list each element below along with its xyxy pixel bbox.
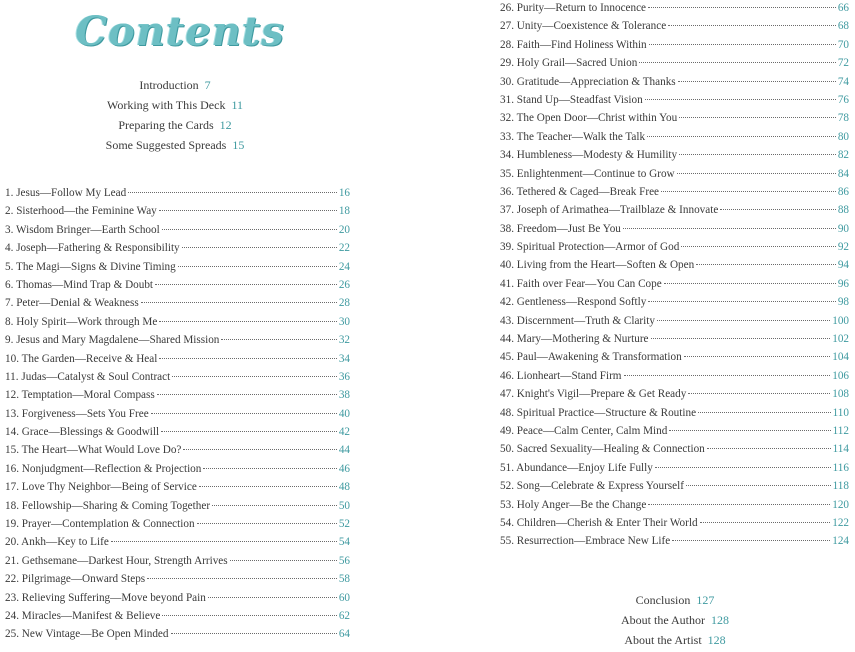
toc-entry[interactable]: [500, 312, 849, 330]
front-matter-list: [0, 75, 350, 155]
toc-entry-page: 22: [338, 242, 350, 255]
toc-entry-page: 100: [832, 314, 849, 327]
toc-entry-label: 5. The Magi—Signs & Divine Timing: [5, 260, 176, 273]
toc-entry[interactable]: [500, 367, 849, 385]
toc-entry[interactable]: [5, 570, 350, 588]
front-matter-page: 12: [219, 118, 232, 132]
toc-entry-page: 104: [832, 351, 849, 364]
toc-leader-dots: [707, 448, 831, 449]
toc-entry[interactable]: [500, 496, 849, 514]
front-matter-item[interactable]: [0, 135, 350, 155]
front-matter-item[interactable]: [0, 75, 350, 95]
toc-entry-page: 120: [832, 498, 849, 511]
toc-entry[interactable]: [500, 256, 849, 274]
toc-entry-page: 116: [832, 461, 849, 474]
toc-leader-dots: [696, 264, 836, 265]
toc-entry-label: 22. Pilgrimage—Onward Steps: [5, 573, 146, 586]
toc-entry-label: 23. Relieving Suffering—Move beyond Pain: [5, 591, 206, 604]
toc-entry[interactable]: [5, 202, 350, 220]
toc-entry-page: 76: [837, 93, 849, 106]
toc-entry-label: 34. Humbleness—Modesty & Humility: [500, 149, 678, 162]
toc-entry-page: 118: [832, 480, 849, 493]
toc-leader-dots: [647, 136, 836, 137]
toc-leader-dots: [684, 356, 831, 357]
toc-leader-dots: [159, 358, 336, 359]
toc-leader-dots: [679, 117, 836, 118]
toc-leader-dots: [197, 523, 337, 524]
toc-leader-dots: [698, 412, 831, 413]
toc-entry-label: 9. Jesus and Mary Magdalene—Shared Mission: [5, 334, 220, 347]
toc-entry-page: 102: [832, 333, 849, 346]
toc-entry[interactable]: [500, 36, 849, 54]
toc-entry-label: 42. Gentleness—Respond Softly: [500, 296, 647, 309]
toc-leader-dots: [623, 228, 836, 229]
toc-leader-dots: [655, 467, 831, 468]
back-matter-page: 127: [696, 593, 715, 607]
toc-entry-page: 86: [837, 185, 849, 198]
toc-entry-page: 74: [837, 75, 849, 88]
toc-entry[interactable]: [5, 258, 350, 276]
toc-entry-page: 48: [338, 481, 350, 494]
toc-entry-label: 47. Knight's Vigil—Prepare & Get Ready: [500, 388, 687, 401]
toc-entry-label: 10. The Garden—Receive & Heal: [5, 352, 158, 365]
front-matter-page: 15: [232, 138, 245, 152]
toc-entry[interactable]: [500, 54, 849, 72]
toc-entry-page: 52: [338, 518, 350, 531]
toc-leader-dots: [657, 320, 830, 321]
toc-entry[interactable]: [5, 313, 350, 331]
toc-entry-page: 82: [837, 149, 849, 162]
toc-entry[interactable]: [500, 293, 849, 311]
toc-leader-dots: [159, 321, 337, 322]
toc-entry-page: 38: [338, 389, 350, 402]
toc-entry-page: 88: [837, 204, 849, 217]
page-title: Contents: [75, 8, 285, 55]
toc-entry-label: 53. Holy Anger—Be the Change: [500, 498, 647, 511]
toc-entry[interactable]: [5, 350, 350, 368]
toc-leader-dots: [681, 246, 836, 247]
toc-entry-label: 38. Freedom—Just Be You: [500, 222, 621, 235]
toc-entry-page: 42: [338, 426, 350, 439]
toc-entry-label: 26. Purity—Return to Innocence: [500, 2, 647, 14]
toc-leader-dots: [648, 301, 835, 302]
toc-entry-label: 11. Judas—Catalyst & Soul Contract: [5, 370, 171, 383]
toc-entry-label: 35. Enlightenment—Continue to Grow: [500, 167, 675, 180]
toc-entry-page: 62: [338, 609, 350, 622]
toc-entry[interactable]: [500, 128, 849, 146]
toc-leader-dots: [199, 486, 337, 487]
back-matter-page: 128: [707, 633, 726, 647]
toc-entry-page: 106: [832, 369, 849, 382]
toc-leader-dots: [221, 339, 336, 340]
toc-leader-dots: [648, 7, 836, 8]
back-matter-page: 128: [711, 613, 729, 627]
toc-entry[interactable]: [5, 405, 350, 423]
toc-entry[interactable]: [500, 404, 849, 422]
toc-entry-label: 39. Spiritual Protection—Armor of God: [500, 241, 680, 254]
front-matter-page: 11: [231, 98, 244, 112]
toc-entry-label: 3. Wisdom Bringer—Earth School: [5, 223, 160, 236]
toc-leader-dots: [141, 302, 337, 303]
toc-entry-label: 19. Prayer—Contemplation & Connection: [5, 518, 195, 531]
back-matter-label: About the Author: [621, 613, 705, 627]
toc-entry-page: 78: [837, 112, 849, 125]
toc-entry-page: 58: [338, 573, 350, 586]
toc-entry-label: 29. Holy Grail—Sacred Union: [500, 57, 638, 70]
toc-leader-dots: [669, 430, 830, 431]
toc-entry-label: 44. Mary—Mothering & Nurture: [500, 333, 649, 346]
toc-leader-dots: [157, 394, 337, 395]
toc-entry-page: 94: [837, 259, 849, 272]
toc-leader-dots: [208, 597, 337, 598]
toc-leader-dots: [668, 25, 836, 26]
toc-entry[interactable]: [5, 423, 350, 441]
toc-entry[interactable]: [500, 73, 849, 91]
toc-leader-dots: [203, 468, 336, 469]
toc-entry-label: 41. Faith over Fear—You Can Cope: [500, 277, 662, 290]
back-matter-label: About the Artist: [624, 633, 702, 647]
toc-entry[interactable]: [5, 460, 350, 478]
toc-entry[interactable]: [500, 532, 849, 550]
toc-entry-page: 16: [338, 187, 350, 199]
toc-entry-label: 24. Miracles—Manifest & Believe: [5, 609, 161, 622]
toc-entry-page: 98: [837, 296, 849, 309]
toc-list-right: [500, 0, 849, 551]
toc-entry[interactable]: [500, 459, 849, 477]
toc-entry-label: 30. Gratitude—Appreciation & Thanks: [500, 75, 676, 88]
toc-entry-page: 60: [338, 591, 350, 604]
toc-leader-dots: [159, 210, 337, 211]
toc-entry[interactable]: [5, 331, 350, 349]
toc-entry-page: 26: [338, 278, 350, 291]
toc-leader-dots: [161, 431, 337, 432]
toc-entry-page: 54: [338, 536, 350, 549]
toc-entry-label: 54. Children—Cherish & Enter Their World: [500, 516, 698, 529]
toc-entry-page: 46: [338, 462, 350, 475]
toc-entry[interactable]: [500, 109, 849, 127]
toc-entry-label: 46. Lionheart—Stand Firm: [500, 369, 622, 382]
toc-leader-dots: [672, 540, 830, 541]
toc-leader-dots: [212, 505, 337, 506]
front-matter-label: Preparing the Cards: [118, 118, 214, 132]
toc-entry[interactable]: [500, 348, 849, 366]
front-matter-label: Working with This Deck: [106, 98, 226, 112]
toc-leader-dots: [230, 560, 337, 561]
toc-leader-dots: [171, 633, 337, 634]
toc-entry[interactable]: [500, 275, 849, 293]
toc-entry[interactable]: [5, 221, 350, 239]
back-matter-item[interactable]: [500, 610, 850, 630]
toc-leader-dots: [686, 485, 831, 486]
toc-entry[interactable]: [5, 294, 350, 312]
toc-entry-label: 8. Holy Spirit—Work through Me: [5, 315, 158, 328]
toc-entry[interactable]: [5, 386, 350, 404]
toc-entry[interactable]: [500, 238, 849, 256]
toc-entry-page: 68: [837, 20, 849, 33]
toc-leader-dots: [151, 413, 337, 414]
toc-entry[interactable]: [500, 0, 849, 17]
toc-entry-label: 18. Fellowship—Sharing & Coming Together: [5, 499, 211, 512]
toc-entry-page: 32: [338, 334, 350, 347]
toc-entry[interactable]: [5, 497, 350, 515]
right-page: [500, 0, 852, 652]
toc-entry-label: 20. Ankh—Key to Life: [5, 536, 109, 549]
toc-leader-dots: [700, 522, 831, 523]
toc-leader-dots: [648, 504, 830, 505]
toc-entry[interactable]: [500, 385, 849, 403]
toc-entry-label: 49. Peace—Calm Center, Calm Mind: [500, 424, 668, 437]
toc-entry-label: 15. The Heart—What Would Love Do?: [5, 444, 182, 457]
toc-leader-dots: [678, 81, 836, 82]
toc-leader-dots: [178, 266, 337, 267]
front-matter-page: 7: [204, 78, 211, 92]
front-matter-item[interactable]: [0, 95, 350, 115]
toc-leader-dots: [661, 191, 836, 192]
toc-entry-label: 50. Sacred Sexuality—Healing & Connection: [500, 443, 705, 456]
toc-entry-label: 16. Nonjudgment—Reflection & Projection: [5, 462, 202, 475]
toc-list-left: [5, 184, 350, 644]
toc-entry[interactable]: [500, 146, 849, 164]
toc-entry[interactable]: [500, 17, 849, 35]
toc-entry[interactable]: [500, 422, 849, 440]
toc-entry-label: 27. Unity—Coexistence & Tolerance: [500, 20, 667, 33]
toc-entry-page: 112: [832, 424, 849, 437]
toc-entry-page: 44: [338, 444, 350, 457]
toc-entry[interactable]: [5, 368, 350, 386]
toc-entry[interactable]: [5, 589, 350, 607]
toc-leader-dots: [688, 393, 830, 394]
toc-leader-dots: [183, 449, 336, 450]
toc-entry-label: 4. Joseph—Fathering & Responsibility: [5, 242, 180, 255]
toc-entry[interactable]: [5, 184, 350, 202]
toc-entry-label: 1. Jesus—Follow My Lead: [5, 187, 127, 199]
toc-entry-page: 122: [832, 516, 849, 529]
toc-leader-dots: [639, 62, 835, 63]
front-matter-item[interactable]: [0, 115, 350, 135]
toc-entry[interactable]: [500, 477, 849, 495]
toc-leader-dots: [162, 615, 336, 616]
toc-entry-label: 7. Peter—Denial & Weakness: [5, 297, 139, 310]
toc-entry[interactable]: [5, 239, 350, 257]
toc-leader-dots: [649, 44, 836, 45]
toc-leader-dots: [147, 578, 337, 579]
toc-entry-page: 30: [338, 315, 350, 328]
toc-leader-dots: [624, 375, 831, 376]
toc-leader-dots: [679, 154, 836, 155]
toc-entry-page: 18: [338, 205, 350, 218]
toc-entry[interactable]: [500, 201, 849, 219]
toc-entry[interactable]: [5, 625, 350, 643]
toc-entry-page: 28: [338, 297, 350, 310]
toc-entry[interactable]: [5, 441, 350, 459]
toc-leader-dots: [155, 284, 337, 285]
toc-entry-page: 20: [338, 223, 350, 236]
toc-entry-page: 114: [832, 443, 849, 456]
toc-leader-dots: [651, 338, 831, 339]
toc-entry[interactable]: [5, 276, 350, 294]
toc-entry-label: 32. The Open Door—Christ within You: [500, 112, 678, 125]
toc-entry-label: 45. Paul—Awakening & Transformation: [500, 351, 682, 364]
toc-entry-page: 36: [338, 370, 350, 383]
toc-entry-label: 33. The Teacher—Walk the Talk: [500, 130, 646, 143]
front-matter-label: Introduction: [139, 78, 199, 92]
toc-entry-label: 28. Faith—Find Holiness Within: [500, 38, 647, 51]
toc-entry-label: 21. Gethsemane—Darkest Hour, Strength Arrives: [5, 554, 228, 567]
left-page: [0, 0, 350, 652]
toc-entry[interactable]: [5, 515, 350, 533]
toc-leader-dots: [677, 173, 836, 174]
toc-leader-dots: [720, 209, 835, 210]
toc-entry-label: 40. Living from the Heart—Soften & Open: [500, 259, 695, 272]
toc-entry-page: 108: [832, 388, 849, 401]
toc-entry-label: 55. Resurrection—Embrace New Life: [500, 535, 671, 548]
toc-entry-page: 64: [338, 628, 350, 641]
toc-leader-dots: [664, 283, 836, 284]
toc-leader-dots: [128, 192, 337, 193]
toc-entry[interactable]: [500, 165, 849, 183]
toc-entry-label: 48. Spiritual Practice—Structure & Routine: [500, 406, 697, 419]
toc-leader-dots: [162, 229, 337, 230]
toc-entry-page: 50: [338, 499, 350, 512]
back-matter-item[interactable]: [500, 630, 850, 650]
toc-entry-label: 14. Grace—Blessings & Goodwill: [5, 426, 160, 439]
back-matter-list: [500, 590, 850, 650]
toc-entry[interactable]: [5, 552, 350, 570]
toc-entry-label: 51. Abundance—Enjoy Life Fully: [500, 461, 653, 474]
toc-entry-page: 40: [338, 407, 350, 420]
toc-entry-page: 66: [837, 2, 849, 14]
toc-entry[interactable]: [5, 478, 350, 496]
toc-entry-label: 2. Sisterhood—the Feminine Way: [5, 205, 157, 218]
toc-entry-page: 70: [837, 38, 849, 51]
toc-entry-label: 6. Thomas—Mind Trap & Doubt: [5, 278, 154, 291]
toc-entry-page: 124: [832, 535, 849, 548]
toc-entry-label: 36. Tethered & Caged—Break Free: [500, 185, 660, 198]
toc-entry-page: 90: [837, 222, 849, 235]
toc-entry-page: 80: [837, 130, 849, 143]
toc-entry-label: 37. Joseph of Arimathea—Trailblaze & Innovate: [500, 204, 719, 217]
toc-entry-label: 31. Stand Up—Steadfast Vision: [500, 93, 643, 106]
toc-entry[interactable]: [500, 91, 849, 109]
toc-leader-dots: [645, 99, 836, 100]
toc-entry-page: 96: [837, 277, 849, 290]
toc-entry-label: 52. Song—Celebrate & Express Yourself: [500, 480, 684, 493]
toc-entry-label: 43. Discernment—Truth & Clarity: [500, 314, 655, 327]
toc-entry-label: 25. New Vintage—Be Open Minded: [5, 628, 169, 641]
toc-entry-page: 56: [338, 554, 350, 567]
toc-entry-page: 84: [837, 167, 849, 180]
back-matter-label: Conclusion: [635, 593, 691, 607]
toc-entry[interactable]: [500, 220, 849, 238]
toc-leader-dots: [111, 541, 337, 542]
toc-entry[interactable]: [500, 440, 849, 458]
toc-entry-label: 12. Temptation—Moral Compass: [5, 389, 155, 402]
toc-entry-page: 92: [837, 241, 849, 254]
toc-entry-page: 72: [837, 57, 849, 70]
toc-entry[interactable]: [5, 607, 350, 625]
toc-entry[interactable]: [500, 330, 849, 348]
toc-leader-dots: [182, 247, 337, 248]
toc-entry-page: 24: [338, 260, 350, 273]
toc-entry-page: 110: [832, 406, 849, 419]
toc-entry-page: 34: [338, 352, 350, 365]
toc-entry[interactable]: [500, 183, 849, 201]
toc-entry[interactable]: [500, 514, 849, 532]
front-matter-label: Some Suggested Spreads: [105, 138, 227, 152]
toc-entry[interactable]: [5, 533, 350, 551]
back-matter-item[interactable]: [500, 590, 850, 610]
toc-leader-dots: [172, 376, 337, 377]
toc-entry-label: 17. Love Thy Neighbor—Being of Service: [5, 481, 197, 494]
toc-entry-label: 13. Forgiveness—Sets You Free: [5, 407, 149, 420]
